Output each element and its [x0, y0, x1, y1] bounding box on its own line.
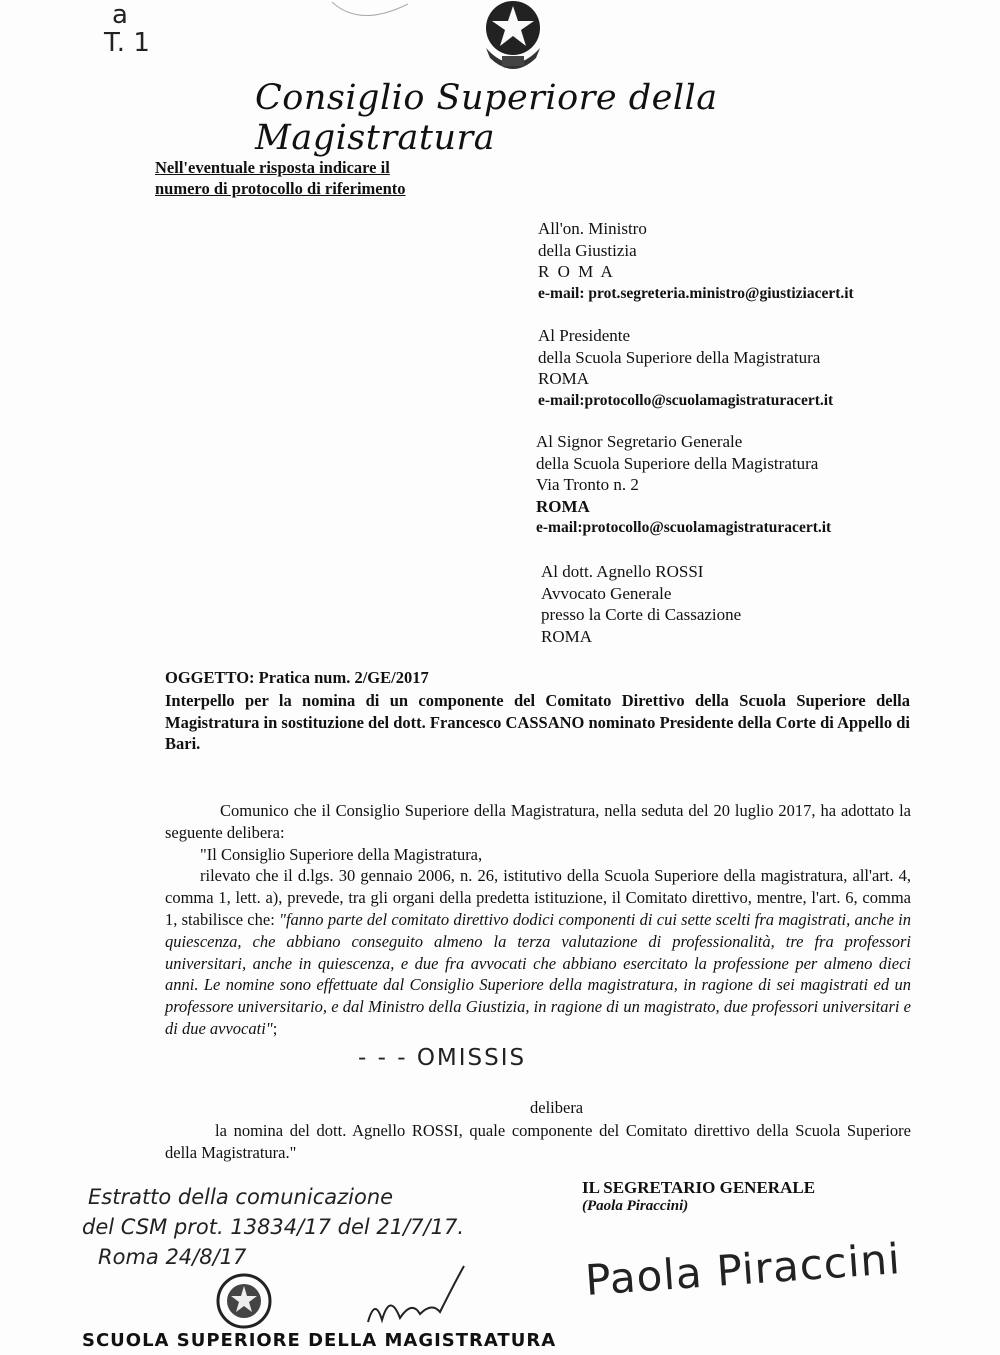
- subject-text: Interpello per la nomina di un componente del Comitato Direttivo della Scuola Superiore della Magistratura in sostituzione del dott. Francesco CASSANO nominato Presidente della Corte di Appello di Bari.: [165, 691, 910, 753]
- stamp-emblem-icon: [215, 1272, 273, 1330]
- rilevato-text: rilevato che il d.lgs. 30 gennaio 2006, n. 26, istitutivo della Scuola Superiore della magistratura, all'art. 4, comma 1, lett. a), prevede, tra gli organi della predetta istituzione, il Comitato direttivo, mentre, l'art. 6, comma 1, stabilisce che:: [165, 866, 911, 929]
- recipient-line: Al Signor Segretario Generale: [536, 432, 743, 451]
- handwritten-note-line: Roma 24/8/17: [98, 1245, 247, 1269]
- handwritten-note-line: del CSM prot. 13834/17 del 21/7/17.: [82, 1215, 464, 1239]
- delibera-heading: delibera: [530, 1098, 584, 1117]
- citation-text: "fanno parte del comitato direttivo dodici componenti di cui sette scelti fra magistrati, anche in quiescenza, che abbiano conseguito almeno la terza valutazione di professionalità, tre fra professori universitari, anche in quiescenza, e due fra avvocati che abbiano esercitato la professione per almeno dieci anni. Le nomine sono effettuate dal Consiglio Superiore della magistratura, in ragione di sei magistrati ed un professore universitario, e dal Ministro della Giustizia, in ragione di un magistrato, due professori universitari e di due avvocati": [165, 909, 911, 1038]
- scan-mark: [330, 0, 410, 25]
- recipient-line: R O M A: [538, 262, 615, 281]
- italian-republic-emblem-icon: [478, 0, 548, 72]
- handwritten-note: [82, 1182, 464, 1272]
- recipient-block: [541, 561, 741, 647]
- protocol-note: [155, 157, 406, 199]
- recipient-line: Via Tronto n. 2: [536, 475, 639, 494]
- protocol-note-line: numero di protocollo di riferimento: [155, 179, 406, 198]
- institution-header: Consiglio Superiore della Magistratura: [255, 78, 718, 158]
- handwritten-note-line: Estratto della comunicazione: [88, 1185, 394, 1209]
- recipient-line: ROMA: [538, 369, 590, 388]
- body-quote-open: "Il Consiglio Superiore della Magistratura,: [200, 844, 483, 864]
- handwritten-initials: [360, 1262, 470, 1337]
- handwritten-omissis: - - - OMISSIS: [358, 1045, 527, 1071]
- body-rilevato: [165, 865, 911, 1039]
- handwritten-signature: Paola Piraccini: [583, 1234, 903, 1305]
- recipient-line: ROMA: [541, 626, 593, 646]
- recipient-line: Al dott. Agnello ROSSI: [541, 562, 704, 581]
- recipient-block: [538, 325, 833, 411]
- footer-stamp-text: SCUOLA SUPERIORE DELLA MAGISTRATURA: [82, 1330, 557, 1351]
- recipient-block: [538, 218, 854, 304]
- decision-text: la nomina del dott. Agnello ROSSI, quale componente del Comitato direttivo della Scuola Superiore della Magistratura.": [165, 1121, 911, 1162]
- recipient-email: e-mail:protocollo@scuolamagistraturacert.it: [536, 519, 832, 536]
- recipient-line: Avvocato Generale: [541, 583, 672, 603]
- recipient-email: e-mail:protocollo@scuolamagistraturacert.it: [538, 391, 834, 409]
- recipient-line: Al Presidente: [538, 326, 631, 345]
- letter-body: [165, 800, 911, 1040]
- recipient-line: ROMA: [536, 496, 590, 516]
- recipient-line: della Giustizia: [538, 240, 637, 260]
- recipient-line: presso la Corte di Cassazione: [541, 605, 742, 624]
- signatory-title: IL SEGRETARIO GENERALE: [582, 1178, 816, 1197]
- handwritten-mark: T. 1: [104, 28, 150, 58]
- signatory-name: (Paola Piraccini): [582, 1198, 689, 1214]
- recipient-block: [536, 431, 831, 539]
- recipient-email: e-mail: prot.segreteria.ministro@giustiziacert.it: [538, 284, 854, 302]
- handwritten-mark: a: [112, 0, 128, 30]
- recipient-line: della Scuola Superiore della Magistratura: [538, 347, 821, 367]
- subject-label: OGGETTO: Pratica num. 2/GE/2017: [165, 668, 429, 687]
- citation-end: ;: [272, 1018, 278, 1038]
- protocol-note-line: Nell'eventuale risposta indicare il: [155, 158, 390, 177]
- body-intro: Comunico che il Consiglio Superiore della Magistratura, nella seduta del 20 luglio 2017, ha adottato la seguente delibera:: [165, 801, 911, 842]
- recipient-line: All'on. Ministro: [538, 219, 647, 238]
- recipient-line: della Scuola Superiore della Magistratura: [536, 453, 819, 473]
